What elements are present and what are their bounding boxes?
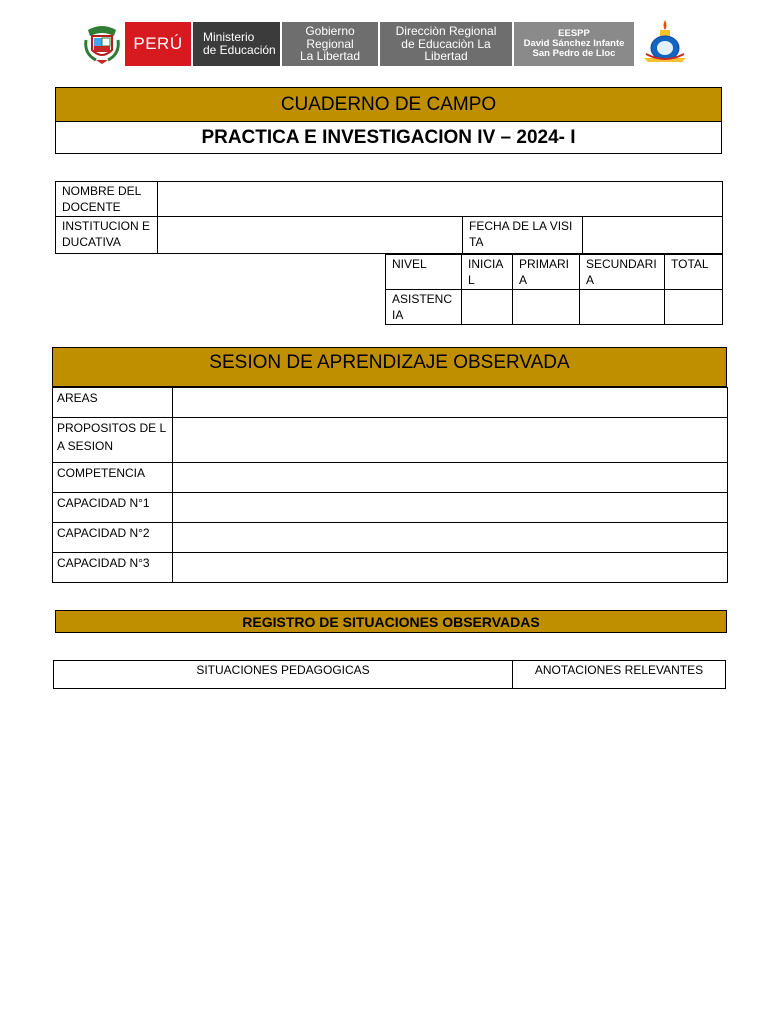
institution-emblem-icon (640, 18, 690, 66)
capacidad-2-label: CAPACIDAD N°2 (53, 523, 173, 553)
competencia-label: COMPETENCIA (53, 463, 173, 493)
competencia-field[interactable] (173, 463, 728, 493)
sesion-heading: SESION DE APRENDIZAJE OBSERVADA (52, 347, 727, 387)
docente-info-table (55, 181, 723, 254)
peru-brand-logo: PERÚ (125, 22, 191, 66)
propositos-field[interactable] (173, 418, 728, 463)
areas-label: AREAS (53, 388, 173, 418)
capacidad-2-field[interactable] (173, 523, 728, 553)
fecha-visita-field[interactable] (583, 217, 723, 254)
anotaciones-relevantes-header: ANOTACIONES RELEVANTES (513, 661, 726, 689)
capacidad-1-label: CAPACIDAD N°1 (53, 493, 173, 523)
eespp-logo: EESPP David Sánchez Infante San Pedro de Lloc (514, 22, 634, 66)
secundaria-label: SECUNDARIA (580, 255, 665, 290)
capacidad-3-field[interactable] (173, 553, 728, 583)
registro-heading: REGISTRO DE SITUACIONES OBSERVADAS (55, 610, 727, 633)
asistencia-secundaria-field[interactable] (580, 290, 665, 325)
gobierno-regional-logo: Gobierno Regional La Libertad (282, 22, 378, 66)
document-title-block (55, 87, 722, 154)
nombre-docente-label: NOMBRE DEL DOCENTE (56, 182, 158, 217)
primaria-label: PRIMARIA (513, 255, 580, 290)
peru-coat-of-arms-logo (82, 20, 122, 66)
institucion-field[interactable] (158, 217, 463, 254)
capacidad-3-label: CAPACIDAD N°3 (53, 553, 173, 583)
situaciones-pedagogicas-header: SITUACIONES PEDAGOGICAS (54, 661, 513, 689)
institucion-label: INSTITUCION EDUCATIVA (56, 217, 158, 254)
nivel-asistencia-table (385, 254, 723, 325)
propositos-label: PROPOSITOS DE LA SESION (53, 418, 173, 463)
areas-field[interactable] (173, 388, 728, 418)
asistencia-inicial-field[interactable] (462, 290, 513, 325)
document-subtitle: PRACTICA E INVESTIGACION IV – 2024- I (201, 126, 576, 148)
total-label: TOTAL (665, 255, 723, 290)
capacidad-1-field[interactable] (173, 493, 728, 523)
asistencia-primaria-field[interactable] (513, 290, 580, 325)
asistencia-label: ASISTENCIA (386, 290, 462, 325)
nombre-docente-field[interactable] (158, 182, 723, 217)
sesion-table (52, 387, 728, 583)
asistencia-total-field[interactable] (665, 290, 723, 325)
nivel-label: NIVEL (386, 255, 462, 290)
sesion-aprendizaje-section (52, 347, 727, 583)
fecha-visita-label: FECHA DE LA VISITA (463, 217, 583, 254)
situaciones-table (53, 660, 726, 689)
direccion-regional-logo: Direcciòn Regional de Educaciòn La Libertad (380, 22, 512, 66)
ministerio-logo: Ministerio de Educación (193, 22, 280, 66)
inicial-label: INICIAL (462, 255, 513, 290)
document-title: CUADERNO DE CAMPO (56, 88, 721, 122)
